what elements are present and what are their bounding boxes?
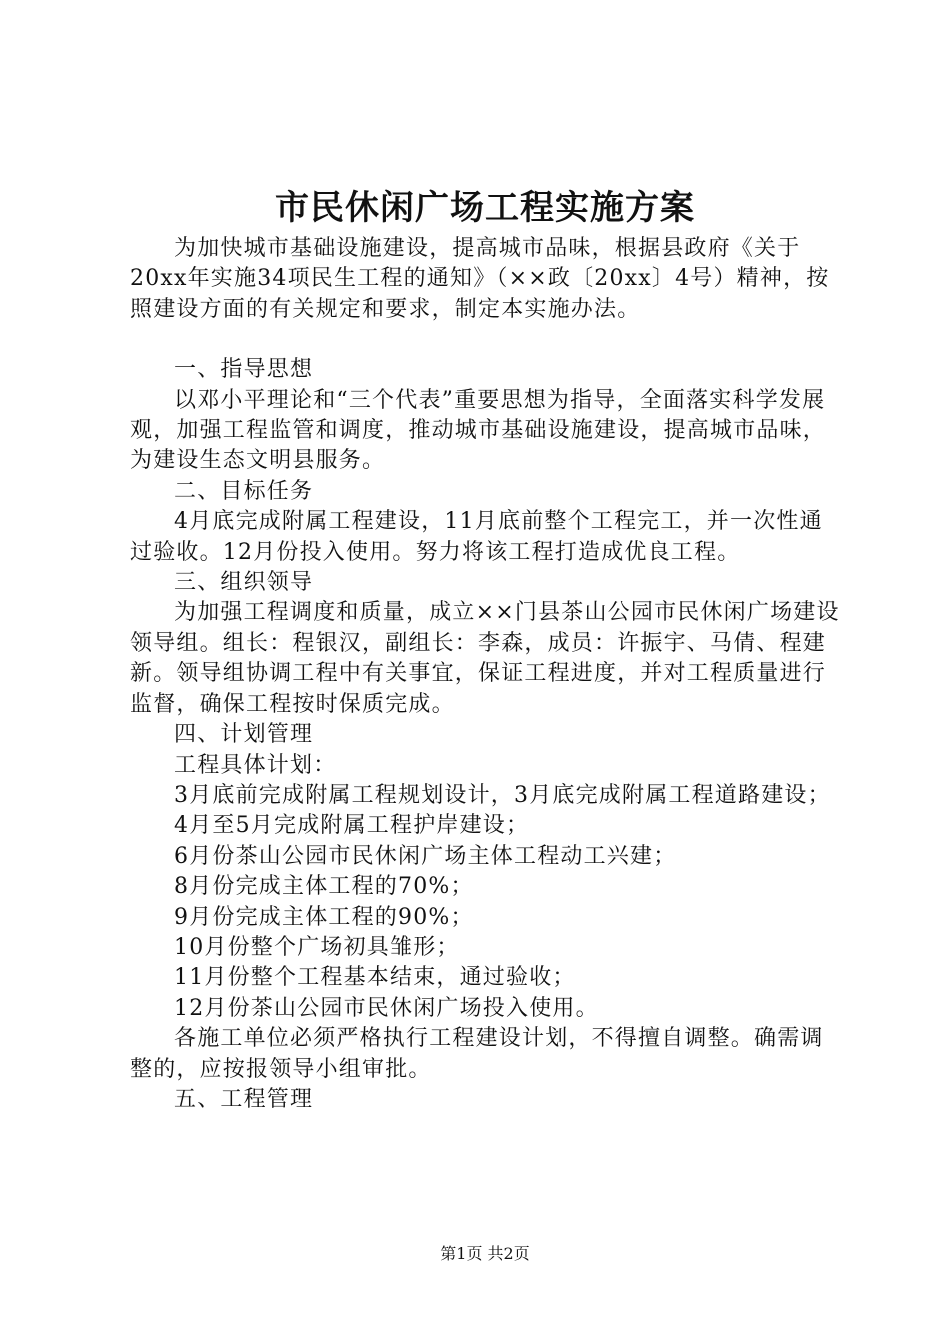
plan-item: 12月份茶山公园市民休闲广场投入使用。 — [174, 995, 599, 1021]
plan-item: 4月至5月完成附属工程护岸建设； — [174, 813, 530, 839]
section-1-heading: 一、指导思想 — [174, 357, 314, 383]
plan-item: 6月份茶山公园市民休闲广场主体工程动工兴建； — [174, 843, 677, 869]
section-5-heading: 五、工程管理 — [174, 1086, 314, 1112]
document-body — [130, 234, 840, 1115]
document-title: 市民休闲广场工程实施方案 — [275, 188, 695, 228]
plan-item: 3月底前完成附属工程规划设计，3月底完成附属工程道路建设； — [174, 782, 831, 808]
page-footer: 第1页 共2页 — [440, 1244, 530, 1263]
plan-item: 10月份整个广场初具雏形； — [174, 934, 460, 960]
section-4-heading: 四、计划管理 — [174, 722, 314, 748]
section-1-body: 以邓小平理论和“三个代表”重要思想为指导，全面落实科学发展观，加强工程监管和调度，推动城市基础设施建设，提高城市品味，为建设生态文明县服务。 — [130, 387, 827, 474]
plan-item: 9月份完成主体工程的90%； — [174, 904, 474, 930]
section-2-body: 4月底完成附属工程建设，11月底前整个工程完工，并一次性通过验收。12月份投入使用。努力将该工程打造成优良工程。 — [130, 509, 823, 565]
plan-item: 8月份完成主体工程的70%； — [174, 874, 474, 900]
section-3-body: 为加强工程调度和质量，成立××门县茶山公园市民休闲广场建设领导组。组长：程银汉，副组长：李森，成员：许振宇、马倩、程建新。领导组协调工程中有关事宜，保证工程进度，并对工程质量进行监督，确保工程按时保质完成。 — [130, 600, 840, 717]
document-page — [130, 0, 840, 1344]
section-2-heading: 二、目标任务 — [174, 478, 314, 504]
plan-note: 各施工单位必须严格执行工程建设计划，不得擅自调整。确需调整的，应按报领导小组审批。 — [130, 1026, 824, 1082]
paragraph-gap — [130, 325, 840, 355]
intro-paragraph: 为加快城市基础设施建设，提高城市品味，根据县政府《关于20xx年实施34项民生工程的通知》（××政〔20xx〕4号）精神，按照建设方面的有关规定和要求，制定本实施办法。 — [130, 236, 830, 322]
plan-item: 11月份整个工程基本结束，通过验收； — [174, 965, 576, 991]
plan-label: 工程具体计划： — [174, 752, 337, 778]
section-3-heading: 三、组织领导 — [174, 570, 314, 596]
